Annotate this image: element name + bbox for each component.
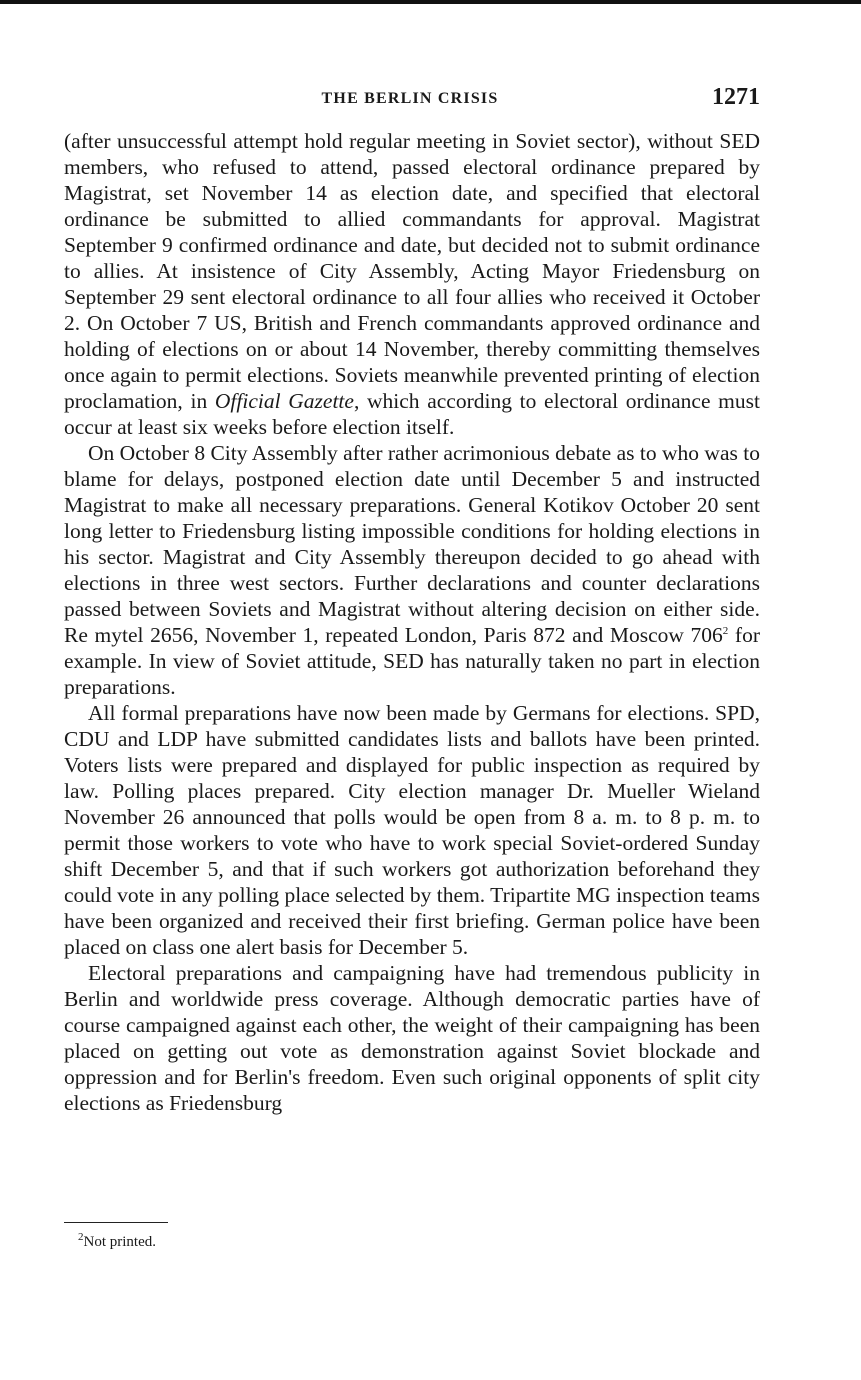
paragraph-4: Electoral preparations and campaigning have had tremendous publicity in Berlin and worldwide press coverage. Although democratic parties have of course campaigned against each other, the weight of their campaigning has been placed on getting out vote as demonstration against Soviet blockade and oppression and for Berlin's freedom. Even such original opponents of split city elections as Friedensburg [64, 961, 760, 1115]
page-header [60, 84, 760, 118]
footnote-reference: 2 [722, 624, 729, 637]
paragraph-2 [64, 440, 760, 700]
footnote-divider [64, 1222, 168, 1223]
paragraph-1 [64, 128, 760, 440]
top-border [0, 0, 861, 4]
footnote-marker: 2 [78, 1231, 84, 1243]
footnote-text: Not printed. [83, 1234, 156, 1250]
paragraph-2-text: On October 8 City Assembly after rather acrimonious debate as to who was to blame for delays, postponed election date until December 5 and instructed Magistrat to make all necessary preparations. General Kotikov October 20 sent long letter to Friedensburg listing impossible conditions for holding elections in his sector. Magistrat and City Assembly thereupon decided to go ahead with elections in three west sectors. Further declarations and counter declarations passed between Soviets and Magistrat without altering decision on either side. Re mytel 2656, November 1, repeated London, Paris 872 and Moscow 706 [64, 441, 760, 647]
paragraph-2-end: for example. In view of Soviet attitude, SED has naturally taken no part in election preparations. [64, 623, 761, 699]
official-gazette-title: Official Gazette [214, 389, 354, 413]
main-text [64, 128, 760, 1116]
running-title: THE BERLIN CRISIS [321, 90, 499, 107]
paragraph-1-end: , which according to electoral ordinance must occur at least six weeks before election itself. [64, 389, 760, 439]
page-number: 1271 [712, 84, 760, 110]
footnote [78, 1232, 156, 1252]
paragraph-1-text: (after unsuccessful attempt hold regular meeting in Soviet sector), without SED members, who refused to attend, passed electoral ordinance prepared by Magistrat, set November 14 as election date, and specified that electoral ordinance be submitted to allied commandants for approval. Magistrat September 9 confirmed ordinance and date, but decided not to submit ordinance to allies. At insistence of City Assembly, Acting Mayor Friedensburg on September 29 sent electoral ordinance to all four allies who received it October 2. On October 7 US, British and French commandants approved ordinance and holding of elections on or about 14 November, thereby committing themselves once again to permit elections. Soviets meanwhile prevented printing of election proclamation, in [64, 129, 760, 413]
paragraph-3: All formal preparations have now been made by Germans for elections. SPD, CDU and LDP have submitted candidates lists and ballots have been printed. Voters lists were prepared and displayed for public inspection as required by law. Polling places prepared. City election manager Dr. Mueller Wieland November 26 announced that polls would be open from 8 a. m. to 8 p. m. to permit those workers to vote who have to work special Soviet-ordered Sunday shift December 5, and that if such workers got authorization beforehand they could vote in any polling place selected by them. Tripartite MG inspection teams have been organized and received their first briefing. German police have been placed on class one alert basis for December 5. [64, 701, 760, 959]
